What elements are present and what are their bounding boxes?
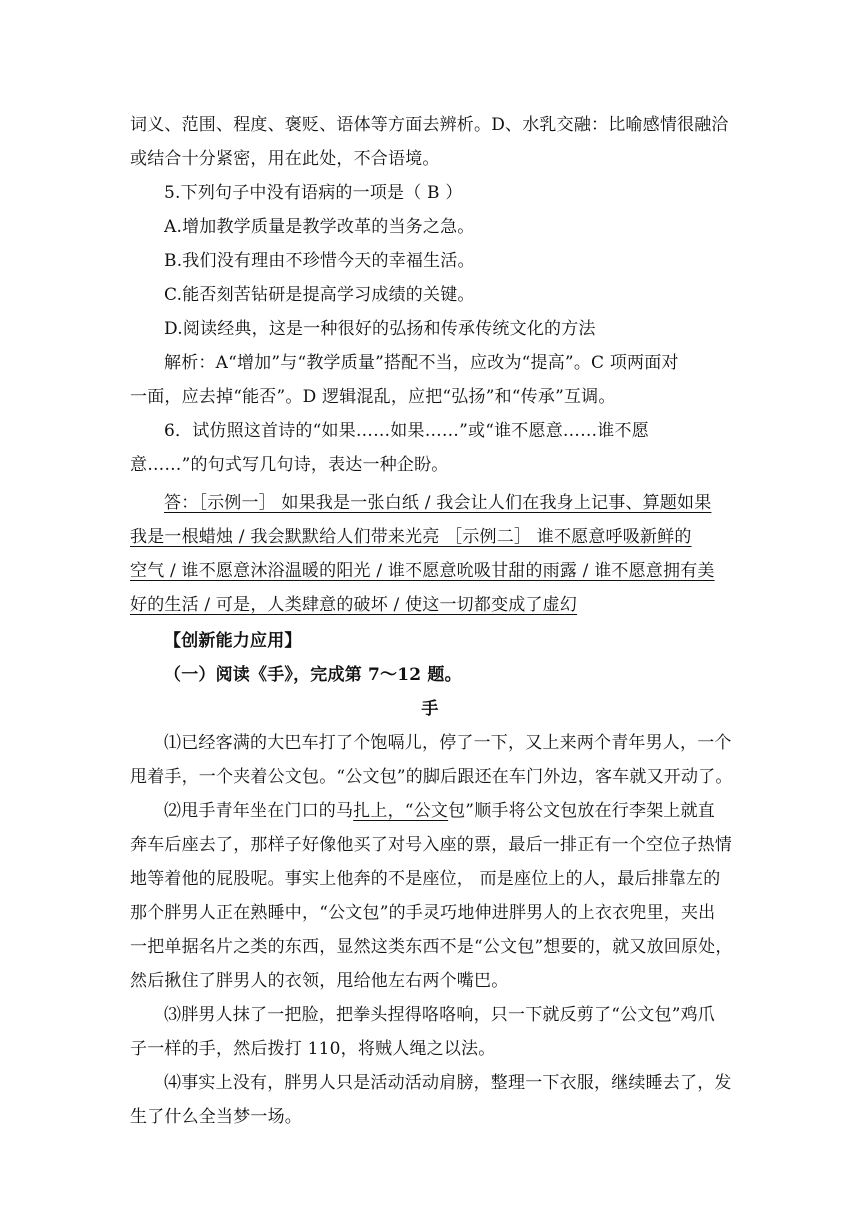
text-line: 词义、范围、程度、褒贬、语体等方面去辨析。D、水乳交融：比喻感情很融洽	[130, 115, 729, 135]
text-line: 或结合十分紧密，用在此处，不合语境。	[130, 149, 440, 169]
option-c: C.能否刻苦钻研是提高学习成绩的关键。	[164, 285, 475, 305]
answer-line: 我是一根蜡烛 / 我会默默给人们带来光亮 ［示例二］ 谁不愿意呼吸新鲜的	[130, 527, 692, 547]
paragraph-line: 一把单据名片之类的东西，显然这类东西不是“公文包”想要的，就又放回原处，	[130, 937, 733, 957]
article-title: 手	[421, 699, 439, 719]
underlined-text: 扎上，“公文	[353, 801, 449, 821]
analysis-line: 解析：A“增加”与“教学质量”搭配不当，应改为“提高”。C 项两面对	[164, 353, 679, 373]
paragraph-line: 地等着他的屁股呢。事实上他奔的不是座位， 而是座位上的人，最后排靠左的	[130, 869, 721, 889]
question-6-cont: 意……”的句式写几句诗，表达一种企盼。	[130, 455, 449, 475]
section-heading: 【创新能力应用】	[164, 631, 302, 651]
paragraph-line: ⑷事实上没有，胖男人只是活动活动肩膀，整理一下衣服，继续睡去了，发	[164, 1073, 732, 1093]
analysis-line: 一面，应去掉“能否”。D 逻辑混乱，应把“弘扬”和“传承”互调。	[130, 387, 616, 407]
paragraph-text: 包”顺手将公文包放在行李架上就直	[448, 801, 715, 821]
option-d: D.阅读经典，这是一种很好的弘扬和传承传统文化的方法	[164, 319, 596, 339]
paragraph-text: ⑵甩手青年坐在门口的马	[164, 801, 354, 821]
paragraph-line: ⑴已经客满的大巴车打了个饱嗝儿，停了一下，又上来两个青年男人，一个	[164, 733, 732, 753]
question-5: 5.下列句子中没有语病的一项是（ B ）	[164, 183, 463, 203]
paragraph-line: 奔车后座去了，那样子好像他买了对号入座的票，最后一排正有一个空位子热情	[130, 835, 732, 855]
option-a: A.增加教学质量是教学改革的当务之急。	[164, 217, 475, 237]
question-6: 6．试仿照这首诗的“如果……如果……”或“谁不愿意……谁不愿	[164, 421, 649, 441]
paragraph-line: 生了什么全当梦一场。	[130, 1107, 302, 1127]
answer-line: 答：［示例一］ 如果我是一张白纸 / 我会让人们在我身上记事、算题如果	[164, 493, 712, 513]
paragraph-line: 然后揪住了胖男人的衣领，甩给他左右两个嘴巴。	[130, 971, 509, 991]
paragraph-line: 那个胖男人正在熟睡中，“公文包”的手灵巧地伸进胖男人的上衣衣兜里，夹出	[130, 903, 716, 923]
answer-line: 好的生活 / 可是，人类肆意的破坏 / 使这一切都变成了虚幻	[130, 595, 578, 615]
paragraph-line: 子一样的手，然后拨打 110，将贼人绳之以法。	[130, 1039, 496, 1059]
sub-heading: （一）阅读《手》，完成第 7～12 题。	[164, 665, 462, 685]
option-b: B.我们没有理由不珍惜今天的幸福生活。	[164, 251, 475, 271]
answer-line: 空气 / 谁不愿意沐浴温暖的阳光 / 谁不愿意吮吸甘甜的雨露 / 谁不愿意拥有美	[130, 561, 715, 581]
paragraph-line: ⑶胖男人抹了一把脸，把拳头捏得咯咯响，只一下就反剪了“公文包”鸡爪	[164, 1005, 715, 1025]
paragraph-line: 甩着手，一个夹着公文包。“公文包”的脚后跟还在车门外边，客车就又开动了。	[130, 767, 733, 787]
paragraph-line	[164, 799, 730, 823]
